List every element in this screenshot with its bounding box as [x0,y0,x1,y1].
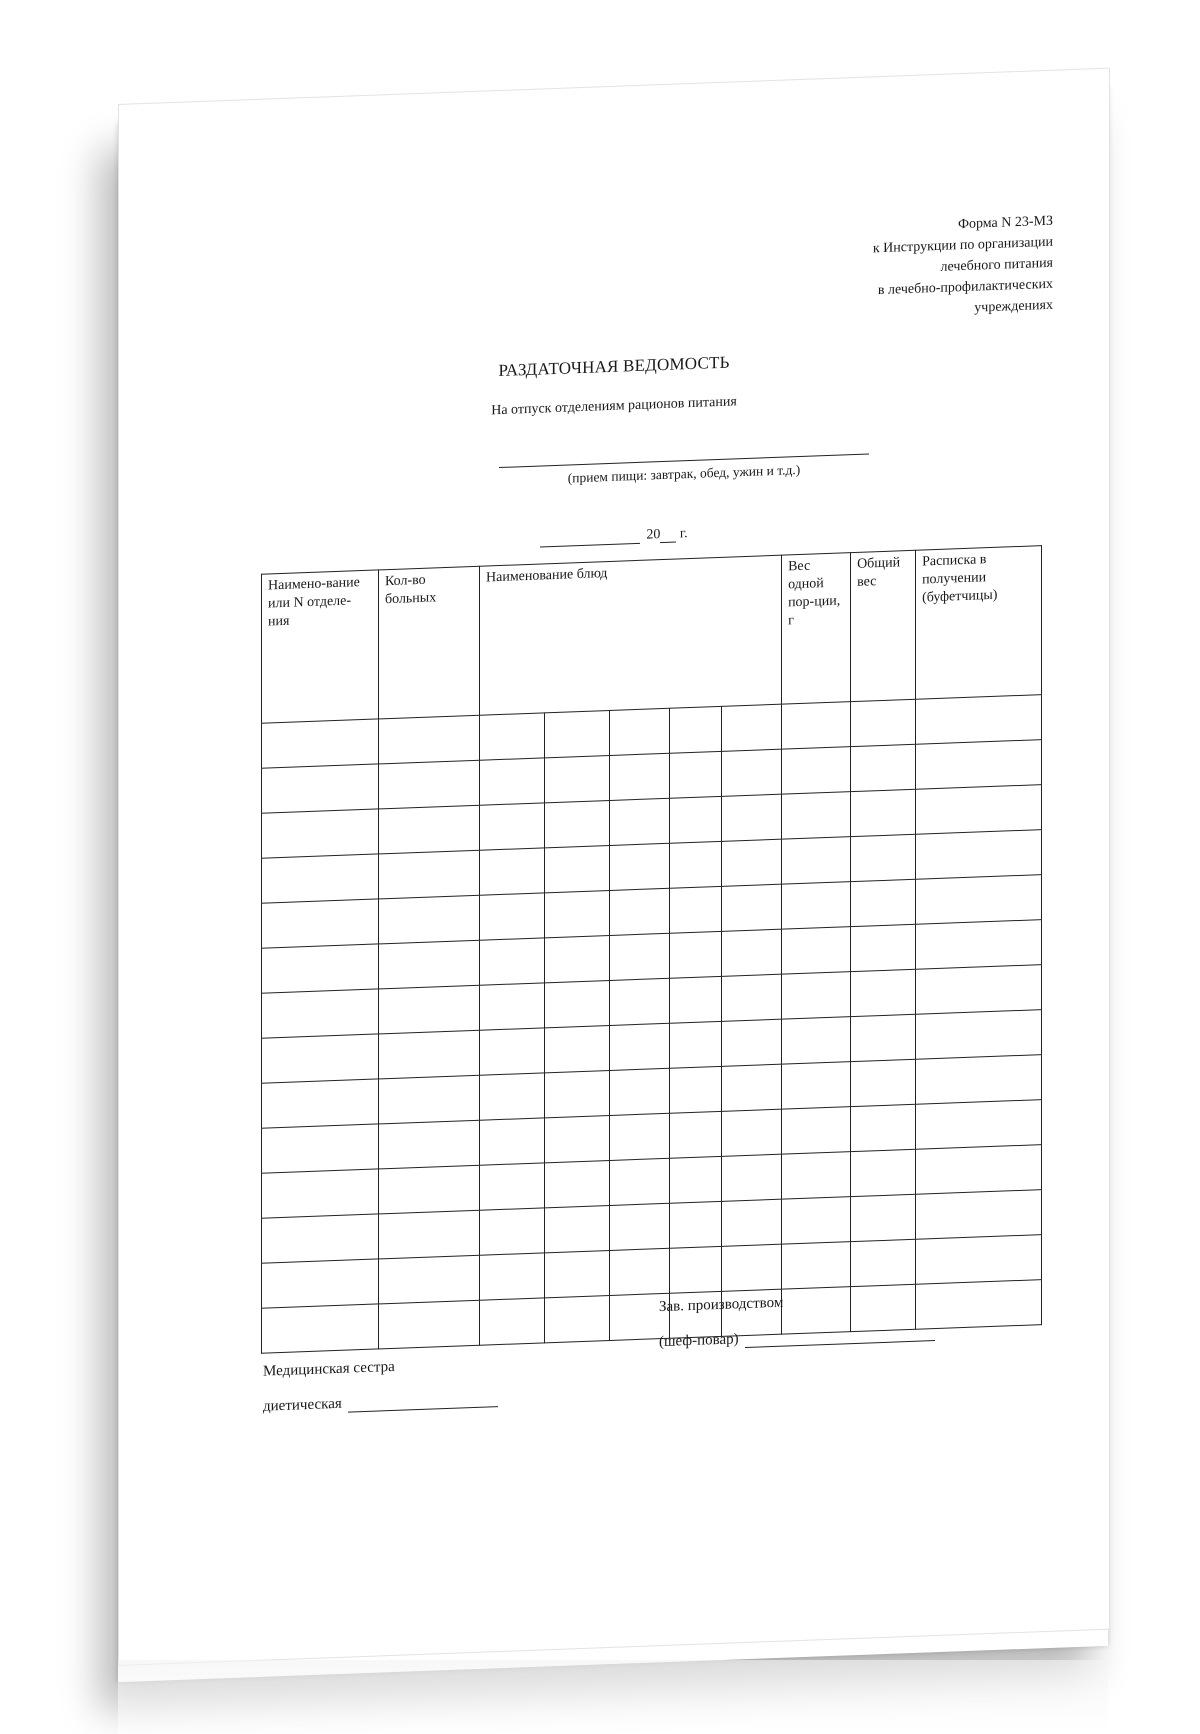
table-cell[interactable] [610,888,670,935]
table-cell[interactable] [722,1199,782,1246]
table-cell[interactable] [722,839,782,886]
table-cell[interactable] [722,884,782,931]
form-reference-line: учреждениях [974,297,1053,316]
table-cell[interactable] [262,1034,379,1083]
table-cell[interactable] [610,1023,670,1070]
table-cell[interactable] [670,1156,722,1203]
table-cell[interactable] [782,1107,851,1155]
table-cell[interactable] [782,1017,851,1065]
table-cell[interactable] [545,980,610,1027]
table-cell[interactable] [480,938,545,985]
table-cell[interactable] [916,965,1042,1015]
table-cell[interactable] [916,1235,1042,1285]
table-cell[interactable] [916,1055,1042,1105]
table-cell[interactable] [722,1109,782,1156]
table-cell[interactable] [545,1160,610,1207]
paper-reflection [118,1660,1108,1734]
table-cell[interactable] [480,1028,545,1075]
table-cell[interactable] [610,753,670,800]
table-cell[interactable] [670,1111,722,1158]
table-cell[interactable] [262,719,379,768]
table-cell[interactable] [722,1019,782,1066]
table-cell[interactable] [480,893,545,940]
meal-caption: (прием пищи: завтрак, обед, ужин и т.д.) [567,461,801,486]
header-portion-weight: Вес одной пор-ции, г [782,553,851,705]
table-cell[interactable] [610,798,670,845]
table-cell[interactable] [782,1242,851,1290]
table-cell[interactable] [610,843,670,890]
table-cell[interactable] [670,931,722,978]
table-cell[interactable] [262,809,379,858]
table-cell[interactable] [480,1253,545,1300]
table-cell[interactable] [782,702,851,750]
table-cell[interactable] [379,715,480,764]
table-cell[interactable] [782,792,851,840]
table-cell[interactable] [262,1169,379,1218]
table-cell[interactable] [545,1205,610,1252]
table-cell[interactable] [480,1208,545,1255]
table-cell[interactable] [262,1079,379,1128]
table-cell[interactable] [851,879,916,926]
table-cell[interactable] [722,704,782,751]
table-cell[interactable] [379,1165,480,1214]
table-cell[interactable] [379,1075,480,1124]
document-page [118,68,1110,1666]
table-cell[interactable] [545,1115,610,1162]
table-cell[interactable] [782,1152,851,1200]
table-cell[interactable] [670,706,722,753]
header-total-weight: Общий вес [851,550,916,701]
table-cell[interactable] [610,1203,670,1250]
table-cell[interactable] [722,1154,782,1201]
table-cell[interactable] [851,744,916,791]
table-cell[interactable] [610,1113,670,1160]
production-head-label: Зав. производством [659,1294,784,1316]
table-cell[interactable] [379,895,480,944]
table-cell[interactable] [480,848,545,895]
table-cell[interactable] [722,1244,782,1291]
form-reference-line: лечебного питания [940,255,1053,275]
table-cell[interactable] [262,1304,379,1353]
table-cell[interactable] [545,845,610,892]
table-cell[interactable] [916,695,1042,745]
table-cell[interactable] [480,1298,545,1345]
table-cell[interactable] [916,1100,1042,1150]
table-cell[interactable] [610,1068,670,1115]
table-cell[interactable] [610,1158,670,1205]
document-title: РАЗДАТОЧНАЯ ВЕДОМОСТЬ [498,352,730,381]
table-cell[interactable] [480,1073,545,1120]
table-cell[interactable] [782,927,851,975]
date-blank [540,529,640,548]
table-cell[interactable] [670,1201,722,1248]
table-cell[interactable] [262,1214,379,1263]
table-cell[interactable] [610,978,670,1025]
table-cell[interactable] [851,699,916,746]
table-cell[interactable] [670,841,722,888]
production-head-signature [659,1289,935,1351]
table-cell[interactable] [851,1104,916,1151]
table-cell[interactable] [545,710,610,757]
table-cell[interactable] [782,1062,851,1110]
table-cell[interactable] [262,899,379,948]
table-header-row [262,546,1042,724]
table-cell[interactable] [670,796,722,843]
table-cell[interactable] [722,929,782,976]
table-cell[interactable] [480,983,545,1030]
table-cell[interactable] [379,1210,480,1259]
form-reference [753,211,1053,327]
form-reference-line: к Инструкции по организации [872,234,1053,257]
table-cell[interactable] [480,803,545,850]
table-body [262,695,1042,1354]
table-cell[interactable] [379,850,480,899]
table-cell[interactable] [545,1250,610,1297]
header-dishes: Наименование блюд [480,555,782,715]
table-cell[interactable] [262,944,379,993]
table-cell[interactable] [545,755,610,802]
year-prefix: 20 [646,527,661,543]
table-cell[interactable] [670,1021,722,1068]
table-cell[interactable] [722,749,782,796]
dietary-label: диетическая [263,1395,342,1415]
table-cell[interactable] [262,989,379,1038]
table-cell[interactable] [916,875,1042,925]
table-cell[interactable] [545,1025,610,1072]
table-cell[interactable] [610,933,670,980]
table-cell[interactable] [916,1190,1042,1240]
table-cell[interactable] [670,751,722,798]
table-cell[interactable] [545,1070,610,1117]
table-cell[interactable] [262,1124,379,1173]
table-cell[interactable] [851,924,916,971]
header-receipt: Расписка в получении (буфетчицы) [916,546,1042,700]
nurse-label: Медицинская сестра [263,1358,395,1380]
table-cell[interactable] [851,834,916,881]
form-reference-line: Форма N 23-МЗ [957,213,1053,233]
table-cell[interactable] [851,969,916,1016]
table-cell[interactable] [379,940,480,989]
table-cell[interactable] [782,972,851,1020]
table-cell[interactable] [851,1014,916,1061]
table-cell[interactable] [610,708,670,755]
table-cell[interactable] [916,1010,1042,1060]
table-cell[interactable] [480,713,545,760]
document-subtitle: На отпуск отделениям рационов питания [491,394,737,419]
distribution-table [261,545,1042,1354]
table-cell[interactable] [379,985,480,1034]
header-department: Наимено-вание или N отделе-ния [262,570,379,723]
table-cell[interactable] [916,1145,1042,1195]
table-cell[interactable] [722,794,782,841]
table-cell[interactable] [610,1248,670,1295]
form-reference-line: в лечебно-профилактических [877,276,1053,299]
table-cell[interactable] [545,1295,610,1342]
chef-label: (шеф-повар) [659,1331,739,1351]
table-cell[interactable] [670,1066,722,1113]
table-cell[interactable] [262,854,379,903]
table-cell[interactable] [379,760,480,809]
table-cell[interactable] [851,1149,916,1196]
table-cell[interactable] [851,789,916,836]
table-cell[interactable] [916,785,1042,835]
production-head-signature-line[interactable] [745,1326,935,1348]
table-cell[interactable] [262,764,379,813]
nurse-signature-line[interactable] [348,1392,498,1413]
table-cell[interactable] [916,740,1042,790]
table-cell[interactable] [916,920,1042,970]
table-cell[interactable] [545,935,610,982]
year-blank [660,528,676,544]
table-cell[interactable] [480,1118,545,1165]
table-cell[interactable] [379,1030,480,1079]
table-cell[interactable] [782,1197,851,1245]
table-cell[interactable] [782,747,851,795]
table-cell[interactable] [670,1246,722,1293]
table-cell[interactable] [670,976,722,1023]
table-cell[interactable] [379,1120,480,1169]
table-cell[interactable] [379,1300,480,1349]
table-cell[interactable] [480,758,545,805]
table-cell[interactable] [782,837,851,885]
table-cell[interactable] [722,974,782,1021]
table-cell[interactable] [851,1059,916,1106]
table-cell[interactable] [379,805,480,854]
table-cell[interactable] [782,882,851,930]
year-suffix: г. [679,526,688,542]
table-cell[interactable] [545,800,610,847]
header-patients: Кол-во больных [379,566,480,719]
table-cell[interactable] [670,886,722,933]
table-cell[interactable] [851,1194,916,1241]
nurse-signature [263,1355,498,1416]
table-cell[interactable] [379,1255,480,1304]
table-cell[interactable] [480,1163,545,1210]
table-cell[interactable] [545,890,610,937]
table-cell[interactable] [262,1259,379,1308]
table-cell[interactable] [722,1064,782,1111]
table-cell[interactable] [916,830,1042,880]
table-cell[interactable] [851,1239,916,1286]
